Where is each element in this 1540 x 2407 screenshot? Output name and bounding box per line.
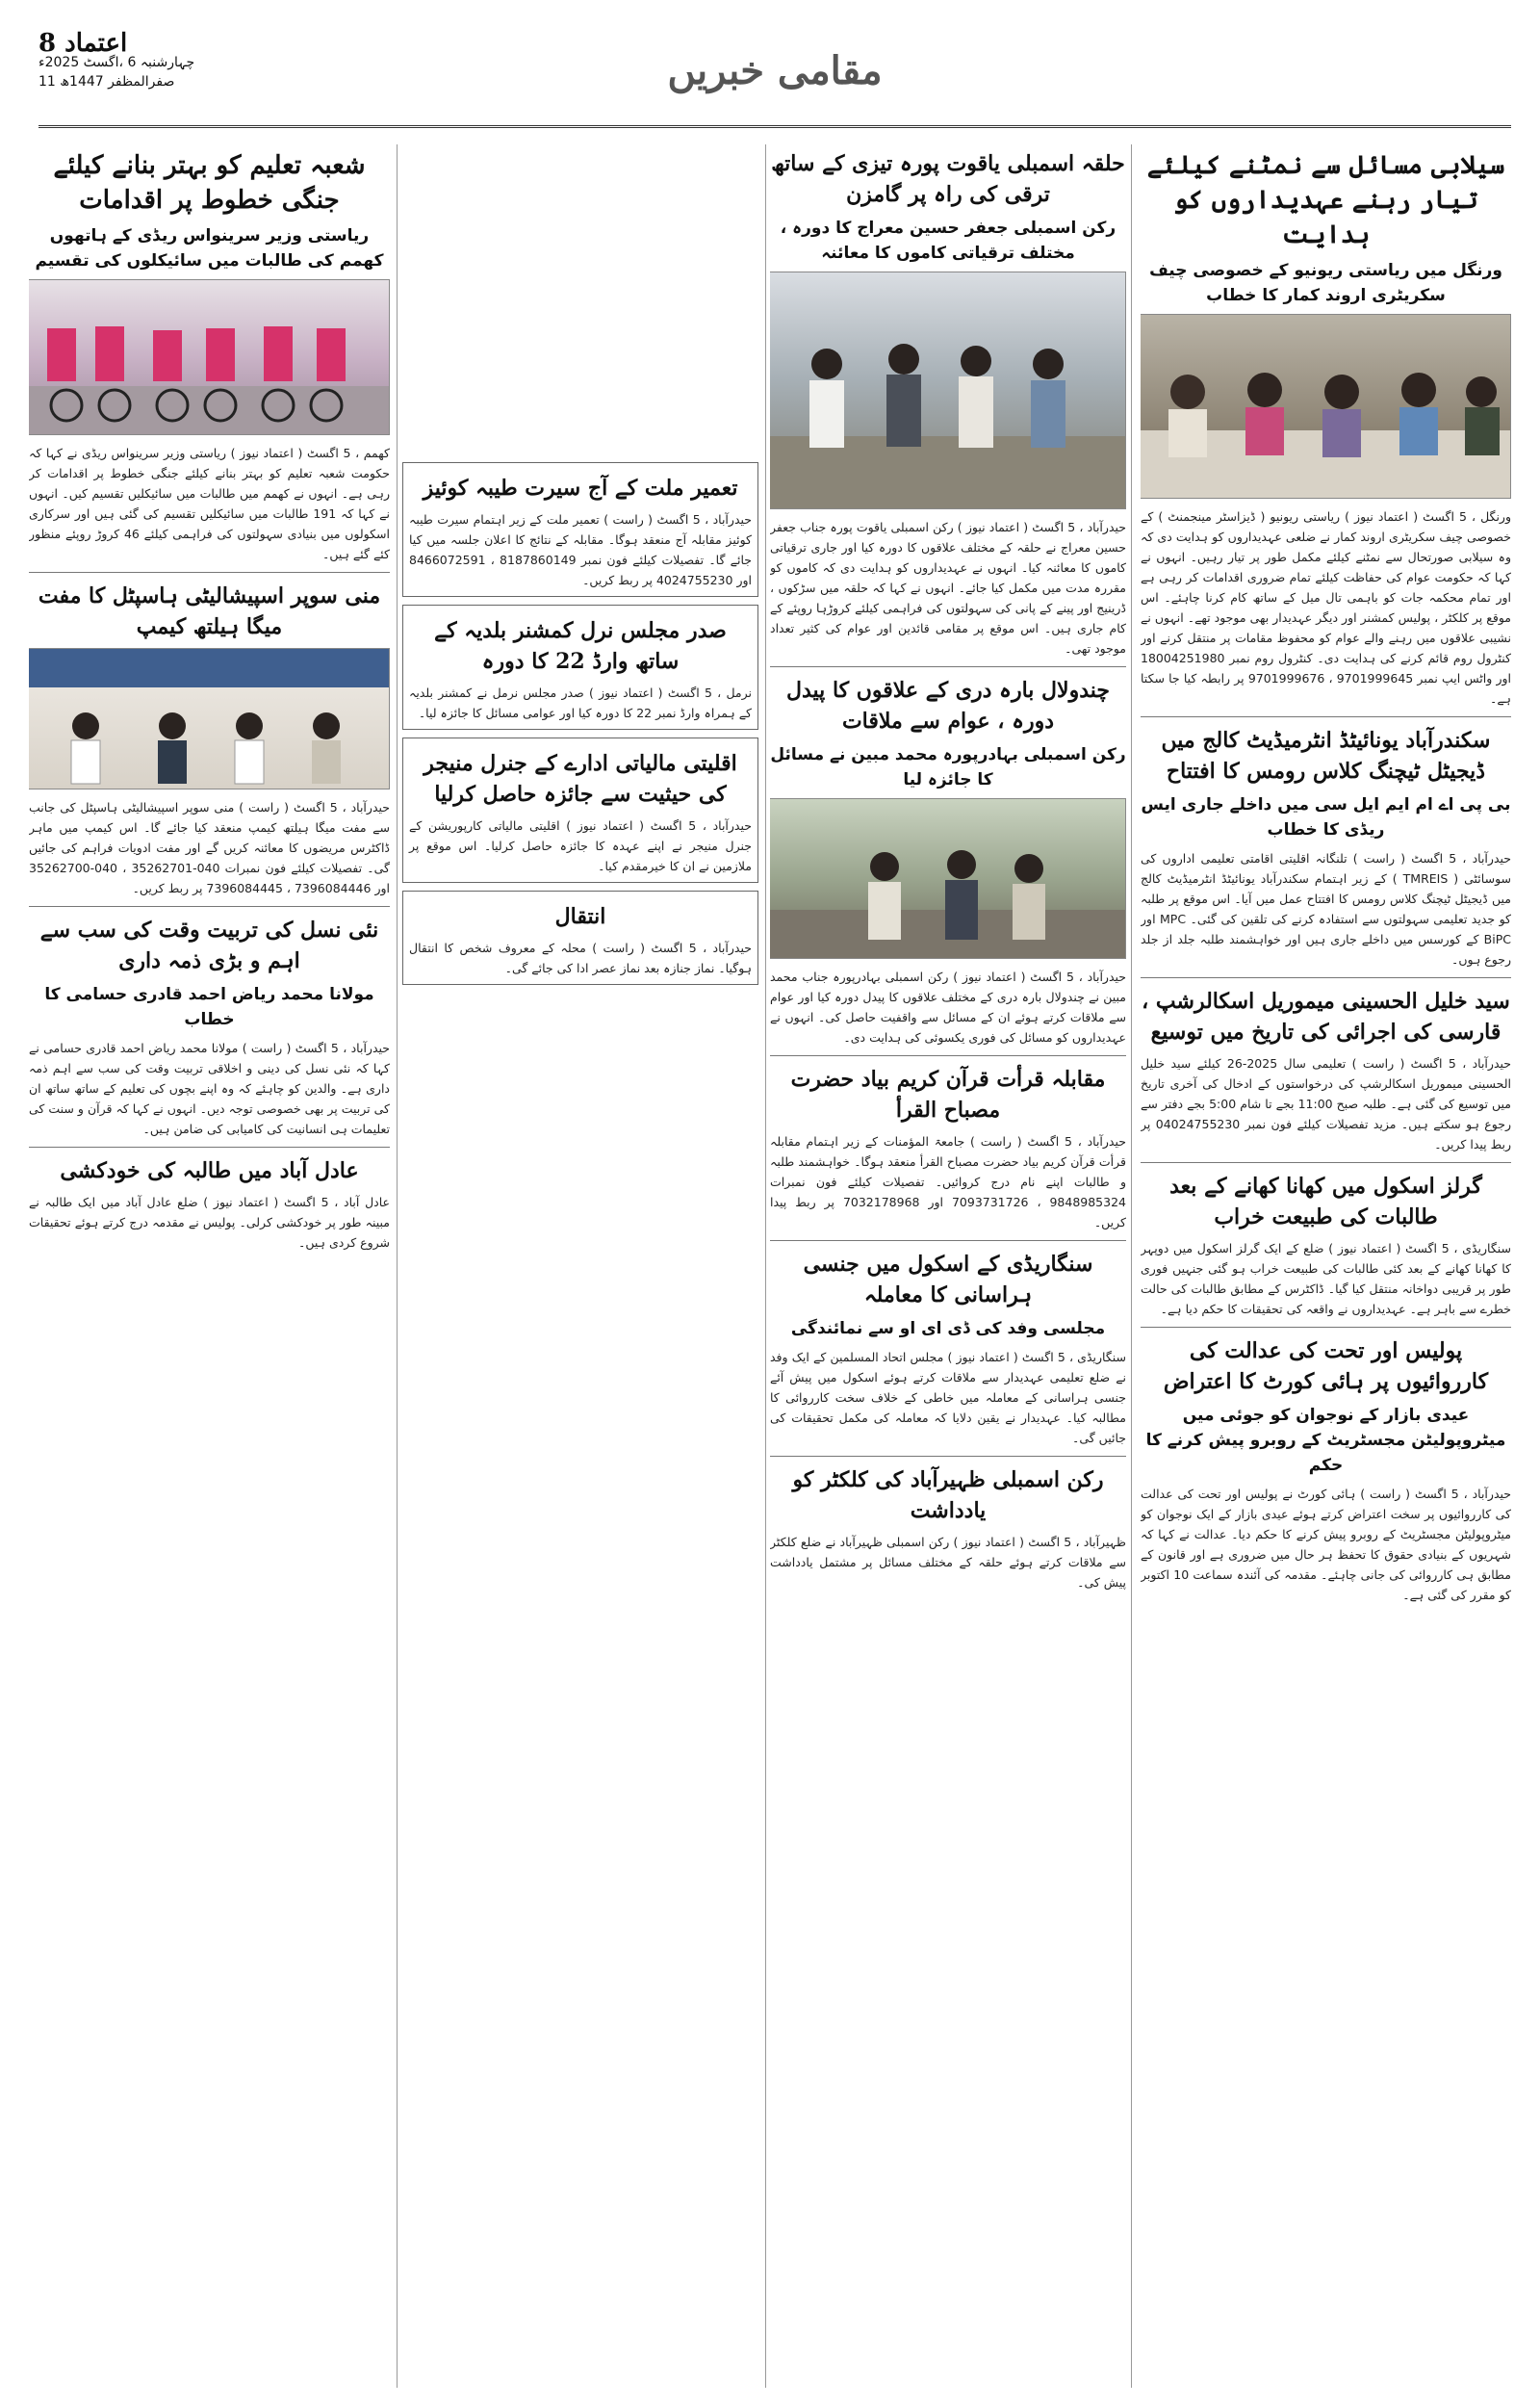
subheadline: رکن اسمبلی جعفر حسین معراج کا دورہ ، مختلف ترقیاتی کاموں کا معائنہ (780, 219, 1116, 263)
article-separator (770, 1456, 1126, 1457)
headline: رکن اسمبلی ظہیرآباد کی کلکٹر کو یادداشت (792, 1467, 1104, 1523)
headline: انتقال (554, 904, 606, 929)
street-visit-photo (770, 798, 1126, 959)
meeting-photo (1141, 314, 1511, 499)
headline: سکندرآباد یونائیٹڈ انٹرمیڈیٹ کالج میں ڈیجیٹل ٹیچنگ کلاس رومس کا افتتاح (1161, 728, 1491, 784)
subheadline: مجلسی وفد کی ڈی ای او سے نمائندگی (790, 1319, 1106, 1338)
column-3 (402, 144, 758, 2388)
site-visit-illustration (770, 272, 1125, 508)
subheadline: بی پی اے ام ایم ایل سی میں داخلے جاری ایس ریڈی کا خطاب (1141, 795, 1511, 840)
article-separator (770, 1055, 1126, 1056)
masthead (38, 29, 1511, 140)
article-body: عادل آباد ، 5 اگسٹ ( اعتماد نیوز ) ضلع عادل آباد میں ایک طالبہ نے مبینہ طور پر خودکشی کرلی۔ پولیس نے مقدمہ درج کرتے ہوئے تحقیقات شروع کردی ہیں۔ (29, 1195, 390, 1250)
health-camp-illustration (29, 649, 389, 789)
date-line-gregorian: چہارشنبہ 6 ،اگسٹ 2025ء (38, 55, 195, 70)
headline: صدر مجلس نرل کمشنر بلدیہ کے ساتھ وارڈ 22 کا دورہ (434, 618, 727, 674)
column-3-top-spacer (402, 144, 758, 462)
subheadline: ورنگل میں ریاستی ریونیو کے خصوصی چیف سکریٹری اروند کمار کا خطاب (1149, 261, 1502, 305)
article-body: ورنگل ، 5 اگسٹ ( اعتماد نیوز ) ریاستی ریونیو ( ڈیزاسٹر مینجمنٹ ) کے خصوصی چیف سکریٹری اروند کمار نے ضلعی عہدیداروں کو ہدایت دی کہ وہ سیلابی صورتحال سے نمٹنے کیلئے مکمل طور پر تیار رہیں۔ انہوں نے کہا کہ حکومت عوام کی حفاظت کیلئے تمام ضروری اقدامات کر رہی ہے اور تمام محکمہ جات کو باہمی تال میل کے ساتھ کام کرنا چاہئے۔ اس موقع پر کلکٹر ، پولیس کمشنر اور دیگر عہدیدار بھی موجود تھے۔ انہوں نے نشیبی علاقوں میں رہنے والے عوام کو محفوظ مقامات پر منتقل کرنے اور کنٹرول روم قائم کرنے کی ہدایت دی۔ کنٹرول روم نمبر 18004251980 اور واٹس ایپ نمبر 9701999645 ، 9701999676 پر رابطہ کیا جا سکتا ہے۔ (1141, 509, 1511, 706)
newspaper-logo: اعتماد 8 (38, 29, 128, 58)
article-separator (29, 572, 390, 573)
date-line-hijri: 11 صفرالمظفر 1447ھ (38, 74, 175, 90)
article-separator (1141, 977, 1511, 978)
subheadline: ریاستی وزیر سرینواس ریڈی کے ہاتھوں کھمم کی طالبات میں سائیکلوں کی تقسیم (35, 226, 384, 271)
section-title: مقامی خبریں (667, 48, 883, 93)
headline: منی سوپر اسپیشالیٹی ہاسپٹل کا مفت میگا ہیلتھ کیمپ (38, 583, 381, 639)
street-visit-illustration (770, 799, 1125, 958)
headline: مقابلہ قرأت قرآن کریم بیاد حضرت مصباح القرأ (790, 1067, 1106, 1123)
article-body: حیدرآباد ، 5 اگسٹ ( راست ) منی سوپر اسپیشالیٹی ہاسپٹل کی جانب سے مفت میگا ہیلتھ کیمپ منعقد کیا جائے گا۔ اس کیمپ میں ماہر ڈاکٹرس مریضوں کا معائنہ کریں گے اور مفت ادویات فراہم کی جائیں گی۔ تفصیلات کیلئے فون نمبرات 040-35262701 ، 040-35262700 اور 7396084446 ، 7396084445 پر ربط کریں۔ (29, 800, 390, 895)
article-body: سنگاریڈی ، 5 اگسٹ ( اعتماد نیوز ) ضلع کے ایک گرلز اسکول میں دوپہر کا کھانا کھانے کے بعد کئی طالبات کی طبیعت خراب ہو گئی جنہیں فوری طور پر قریبی دواخانہ منتقل کیا گیا۔ ڈاکٹرس کے مطابق طالبات کی حالت خطرے سے باہر ہے۔ عہدیداروں نے واقعہ کی تحقیقات کا حکم دیا ہے۔ (1141, 1241, 1511, 1316)
article-separator (1141, 1162, 1511, 1163)
subheadline: عیدی بازار کے نوجوان کو جوئی میں میٹروپولیٹن مجسٹریٹ کے روبرو پیش کرنے کا حکم (1145, 1406, 1506, 1475)
headline: سیلابی مسائل سے نمٹنے کیلئے تیار رہنے عہدیداروں کو ہدایت (1146, 151, 1505, 249)
article-body: حیدرآباد ، 5 اگسٹ ( اعتماد نیوز ) اقلیتی مالیاتی کارپوریشن کے جنرل منیجر نے اپنے عہدہ کا جائزہ حاصل کرلیا۔ اس موقع پر ملازمین نے ان کا خیرمقدم کیا۔ (409, 818, 752, 873)
article-separator (1141, 716, 1511, 717)
article-body: حیدرآباد ، 5 اگسٹ ( راست ) جامعۃ المؤمنات کے زیر اہتمام مقابلہ قرأت قرآن کریم بیاد حضرت مصباح القرأ منعقد ہوگا۔ خواہشمند طلبہ و طالبات اپنے نام درج کروائیں۔ تفصیلات کیلئے فون نمبرات 9848985324 ، 7093731726 اور 7032178968 پر ربط پیدا کریں۔ (770, 1134, 1126, 1229)
headline: نئی نسل کی تربیت وقت کی سب سے اہم و بڑی ذمہ داری (39, 918, 379, 973)
article-body: نرمل ، 5 اگسٹ ( اعتماد نیوز ) صدر مجلس نرمل نے کمشنر بلدیہ کے ہمراہ وارڈ نمبر 22 کا دورہ کیا اور عوامی مسائل کا جائزہ لیا۔ (409, 686, 752, 720)
article-box (402, 462, 758, 597)
article-body: حیدرآباد ، 5 اگسٹ ( راست ) تعلیمی سال 2025-26 کیلئے سید خلیل الحسینی میموریل اسکالرشپ کی درخواستوں کے ادخال کی آخری تاریخ میں توسیع کی گئی ہے۔ طلبہ صبح 11:00 بجے تا شام 5:00 بجے دفتر سے رجوع ہو سکتے ہیں۔ مزید تفصیلات کیلئے فون نمبر 04024755230 پر ربط پیدا کریں۔ (1141, 1056, 1511, 1152)
article-separator (1141, 1327, 1511, 1328)
column-divider (1131, 144, 1132, 2388)
site-visit-photo (770, 272, 1126, 509)
article-body: سنگاریڈی ، 5 اگسٹ ( اعتماد نیوز ) مجلس اتحاد المسلمین کے ایک وفد نے ضلع تعلیمی عہدیدار سے ملاقات کرتے ہوئے اسکول میں پیش آئے جنسی ہراسانی کے معاملہ میں خاطی کے خلاف سخت کارروائی کا مطالبہ کیا۔ عہدیدار نے یقین دلایا کہ معاملہ کی مکمل تحقیقات کی جائیں گی۔ (770, 1350, 1126, 1445)
article-box (402, 738, 758, 883)
column-2 (770, 144, 1126, 2388)
article-body: حیدرآباد ، 5 اگسٹ ( اعتماد نیوز ) رکن اسمبلی بہادرپورہ جناب محمد مبین نے چندولال بارہ دری کے مختلف علاقوں کا پیدل دورہ کیا اور عوام سے ملاقات کرتے ہوئے ان کے مسائل سے واقفیت حاصل کی۔ انہوں نے عہدیداروں کو مسائل کی فوری یکسوئی کی ہدایت دی۔ (770, 970, 1126, 1045)
article-separator (29, 1147, 390, 1148)
article-separator (29, 906, 390, 907)
article-box (402, 605, 758, 730)
meeting-photo-illustration (1141, 315, 1510, 498)
headline: سید خلیل الحسینی میموریل اسکالرشپ ، قارسی کی اجرائی کی تاریخ میں توسیع (1142, 989, 1510, 1045)
article-separator (770, 1240, 1126, 1241)
article-box (402, 891, 758, 985)
headline: عادل آباد میں طالبہ کی خودکشی (60, 1158, 359, 1183)
article-body: حیدرآباد ، 5 اگسٹ ( راست ) ہائی کورٹ نے پولیس اور تحت کی عدالت کی کارروائیوں پر سخت اعتراض کرتے ہوئے عیدی بازار کے ایک نوجوان کو میٹروپولیٹن مجسٹریٹ کے روبرو پیش کرنے کا حکم دیا۔ عدالت نے کہا کہ شہریوں کے بنیادی حقوق کا تحفظ ہر حال میں ضروری ہے اور قانون کے مطابق ہی کارروائی کی جانی چاہئے۔ مقدمہ کی آئندہ سماعت 10 اکتوبر کو مقرر کی گئی ہے۔ (1141, 1487, 1511, 1602)
column-4 (29, 144, 390, 2388)
article-body: حیدرآباد ، 5 اگسٹ ( راست ) تلنگانہ اقلیتی اقامتی تعلیمی اداروں کی سوسائٹی ( TMREIS ) کے زیر اہتمام سکندرآباد یونائیٹڈ انٹرمیڈیٹ کالج میں ڈیجیٹل ٹیچنگ کلاس رومس کا افتتاح عمل میں آیا۔ اس موقع پر طلبہ کو جدید تعلیمی سہولتوں سے استفادہ کرنے کی تلقین کی گئی۔ MPC اور BiPC کے کورسس میں داخلے جاری ہیں اور خواہشمند طلبہ جلد از جلد رجوع ہوں۔ (1141, 851, 1511, 967)
headline: تعمیر ملت کے آج سیرت طیبہ کوئیز (423, 476, 738, 501)
article-body: حیدرآباد ، 5 اگسٹ ( راست ) مولانا محمد ریاض احمد قادری حسامی نے کہا کہ نئی نسل کی دینی و اخلاقی تربیت وقت کی سب سے اہم ذمہ داری ہے۔ والدین کو چاہئے کہ وہ اپنے بچوں کی تعلیم کے ساتھ ساتھ ان کی تربیت پر بھی خصوصی توجہ دیں۔ انہوں نے کہا کہ قرآن و سنت کی تعلیمات ہی انسانیت کی کامیابی کی ضامن ہیں۔ (29, 1041, 390, 1136)
headline: چندولال بارہ دری کے علاقوں کا پیدل دورہ ، عوام سے ملاقات (785, 678, 1110, 734)
article-body: حیدرآباد ، 5 اگسٹ ( راست ) تعمیر ملت کے زیر اہتمام سیرت طیبہ کوئیز مقابلہ آج منعقد ہوگا۔ مقابلہ کے نتائج کا اعلان جلسہ میں کیا جائے گا۔ تفصیلات کیلئے فون نمبر 8187860149 ، 8466072591 اور 4024755230 پر ربط کریں۔ (409, 512, 752, 587)
headline: اقلیتی مالیاتی ادارے کے جنرل منیجر کی حیثیت سے جائزہ حاصل کرلیا (424, 751, 737, 807)
article-body: حیدرآباد ، 5 اگسٹ ( راست ) محلہ کے معروف شخص کا انتقال ہوگیا۔ نماز جنازہ بعد نماز عصر ادا کی جائے گی۔ (409, 941, 752, 975)
masthead-rule (38, 125, 1511, 128)
headline: شعبہ تعلیم کو بہتر بنانے کیلئے جنگی خطوط پر اقدامات (53, 151, 366, 215)
article-body: ظہیرآباد ، 5 اگسٹ ( اعتماد نیوز ) رکن اسمبلی ظہیرآباد نے ضلع کلکٹر سے ملاقات کرتے ہوئے حلقہ کے مختلف مسائل پر مشتمل یادداشت پیش کی۔ (770, 1535, 1126, 1590)
health-camp-photo (29, 648, 390, 789)
headline: گرلز اسکول میں کھانا کھانے کے بعد طالبات کی طبیعت خراب (1169, 1174, 1482, 1229)
article-separator (770, 666, 1126, 667)
cycle-distribution-photo (29, 279, 390, 435)
cycle-distribution-illustration (29, 280, 389, 434)
article-body: کھمم ، 5 اگسٹ ( اعتماد نیوز ) ریاستی وزیر سرینواس ریڈی نے کہا کہ حکومت شعبہ تعلیم کو بہتر بنانے کیلئے جنگی خطوط پر اقدامات کر رہی ہے۔ انہوں نے کھمم میں طالبات میں سائیکلیں تقسیم کیں۔ انہوں نے کہا کہ 191 طالبات میں سائیکلیں تقسیم کی گئی ہیں اور سرکاری اسکولوں میں بنیادی سہولتوں کی فراہمی کیلئے 46 کروڑ روپئے منظور کئے گئے ہیں۔ (29, 446, 390, 561)
column-divider (397, 144, 398, 2388)
article-body: حیدرآباد ، 5 اگسٹ ( اعتماد نیوز ) رکن اسمبلی یاقوت پورہ جناب جعفر حسین معراج نے حلقہ کے مختلف علاقوں کا دورہ کیا اور جاری ترقیاتی کاموں کا معائنہ کیا۔ انہوں نے عہدیداروں کو ہدایت دی کہ کاموں کو مقررہ مدت میں مکمل کیا جائے۔ انہوں نے کہا کہ حلقہ میں سڑکوں ، ڈرینیج اور پینے کے پانی کی سہولتوں کی فراہمی کیلئے کروڑہا روپئے کے کام جاری ہیں۔ اس موقع پر مقامی قائدین اور عوام کی کثیر تعداد موجود تھی۔ (770, 520, 1126, 656)
column-1 (1141, 144, 1511, 2388)
column-divider (765, 144, 766, 2388)
headline: پولیس اور تحت کی عدالت کی کارروائیوں پر ہائی کورٹ کا اعتراض (1163, 1338, 1489, 1394)
subheadline: مولانا محمد ریاض احمد قادری حسامی کا خطاب (44, 985, 374, 1029)
headline: سنگاریڈی کے اسکول میں جنسی ہراسانی کا معاملہ (803, 1252, 1093, 1307)
headline: حلقہ اسمبلی یاقوت پورہ تیزی کے ساتھ ترقی کی راہ پر گامزن (771, 151, 1125, 207)
subheadline: رکن اسمبلی بہادرپورہ محمد مبین نے مسائل کا جائزہ لیا (770, 745, 1126, 789)
